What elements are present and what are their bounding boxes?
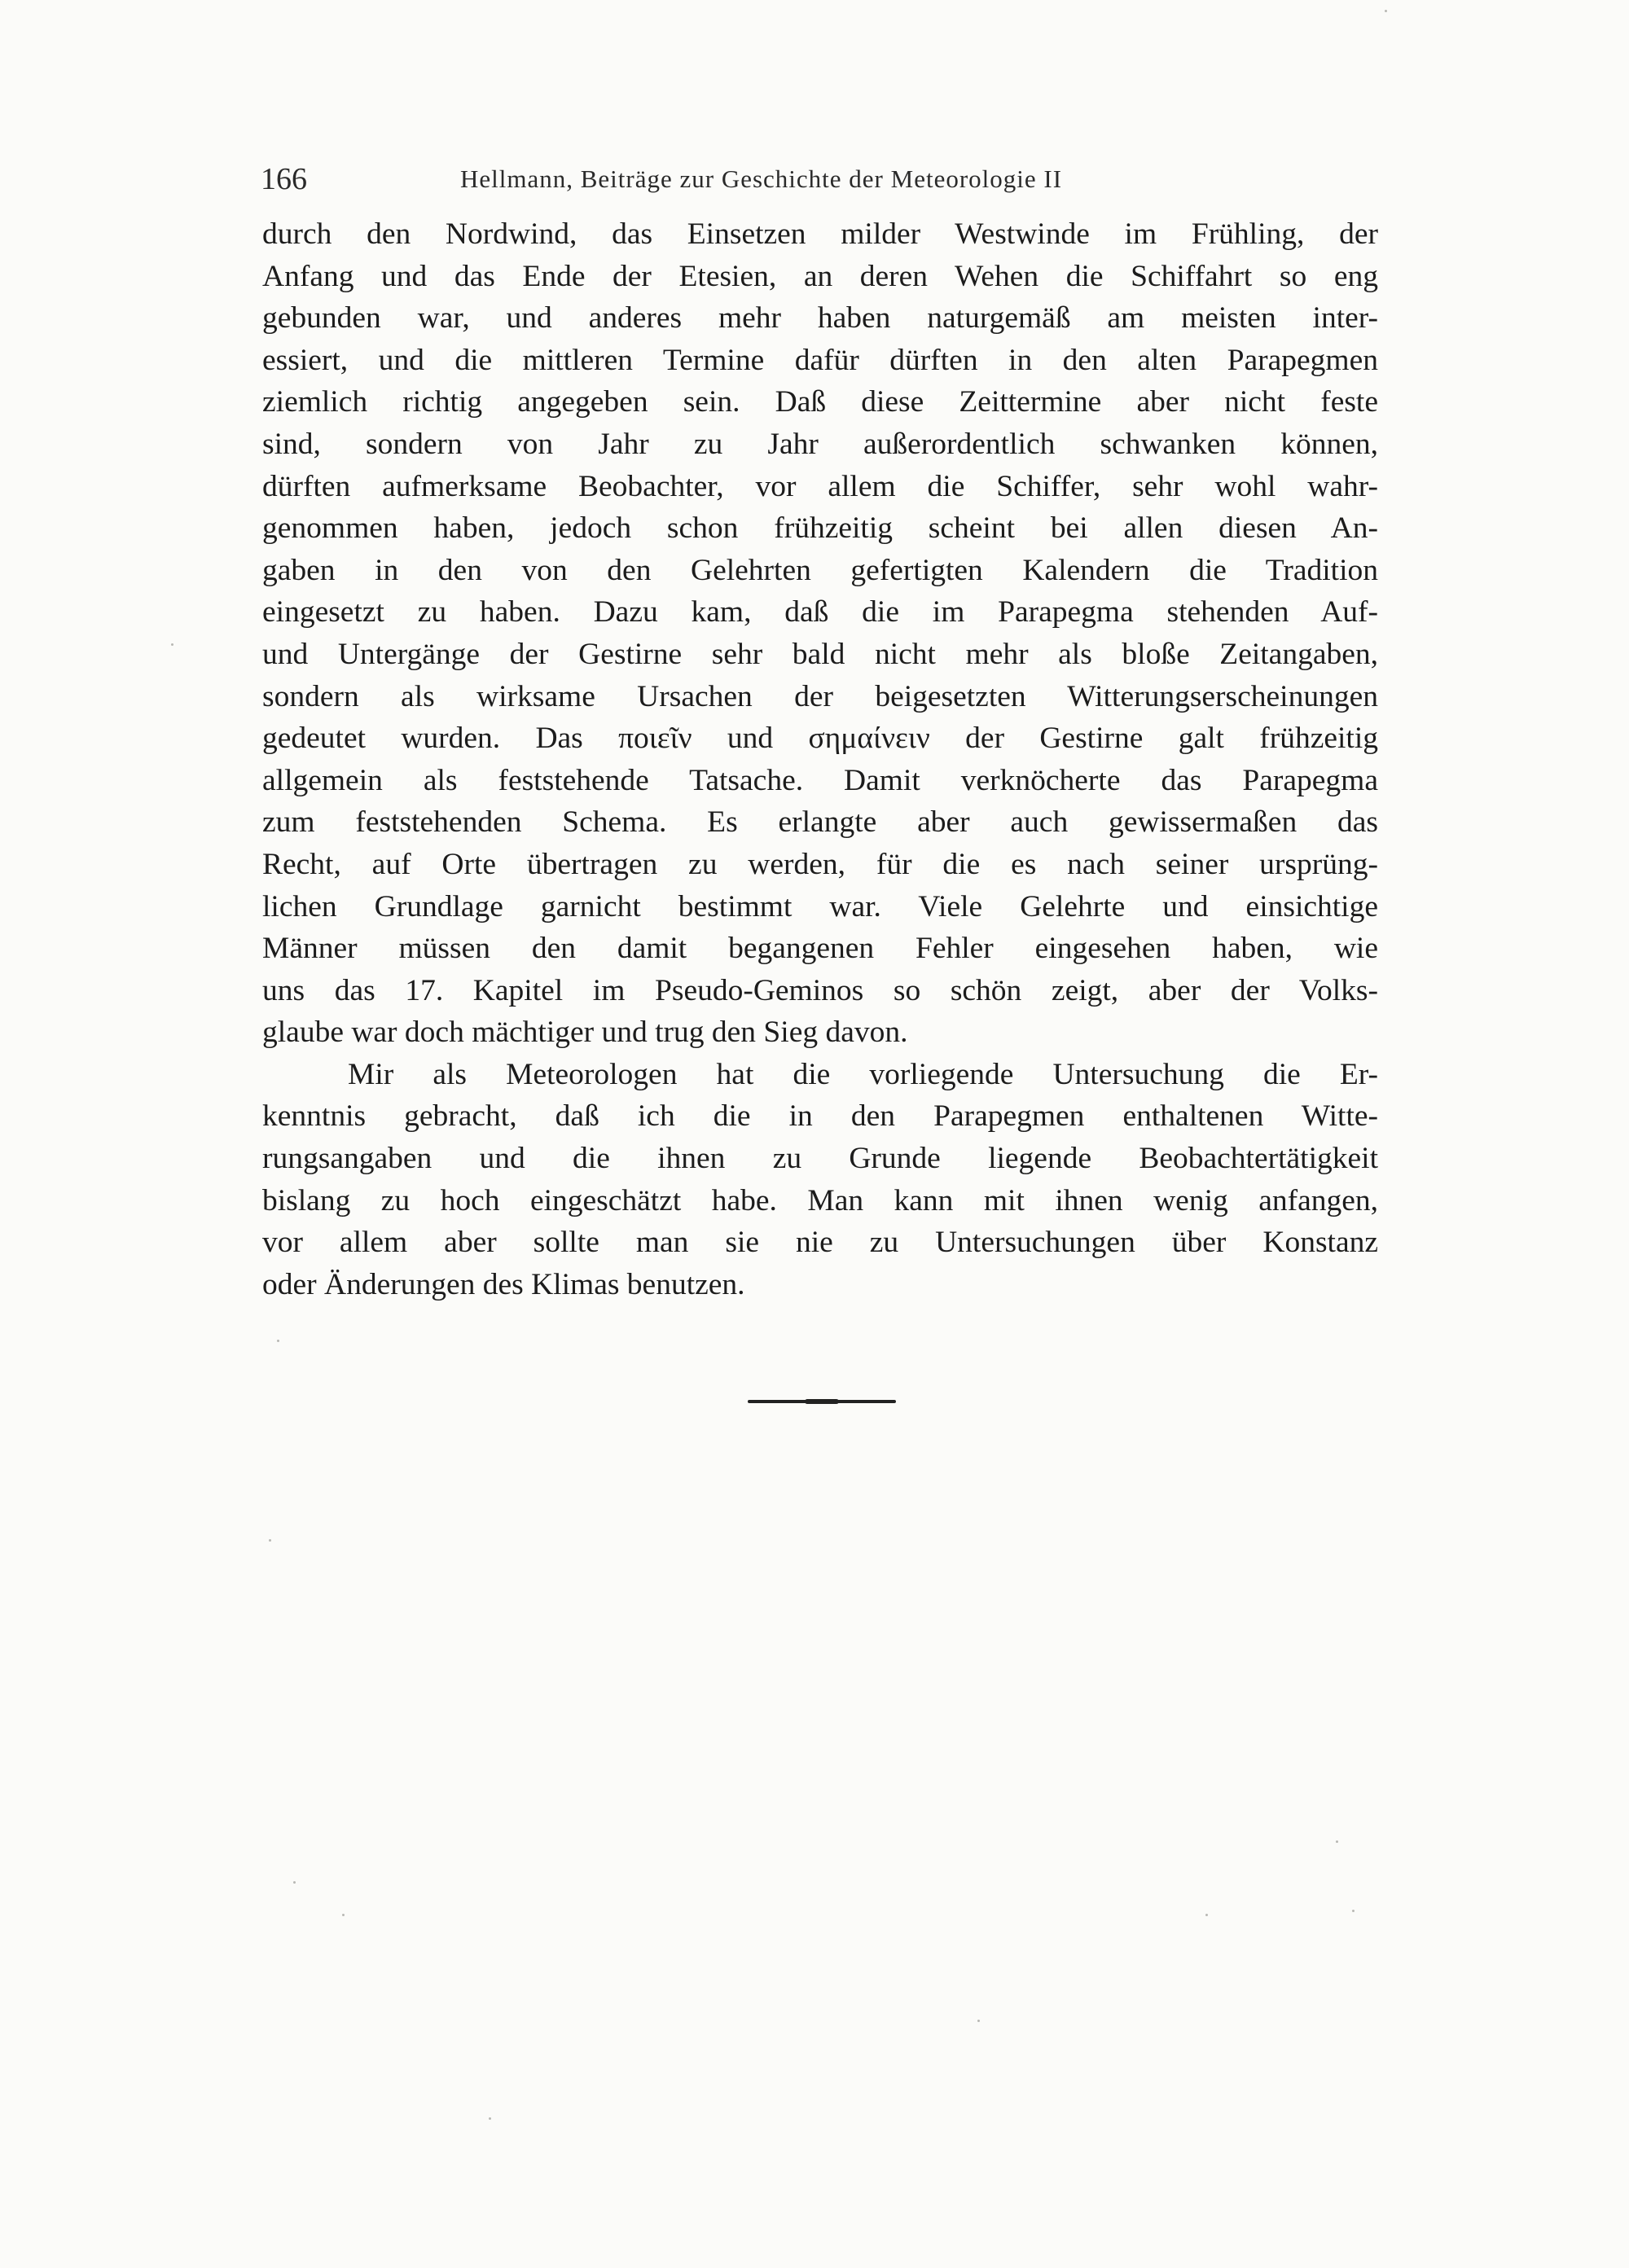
text-line: eingesetzt zu haben. Dazu kam, daß die im Parapegma stehenden Auf- [262, 595, 1378, 630]
text-line: genommen haben, jedoch schon frühzeitig scheint bei allen diesen An- [262, 511, 1378, 546]
paragraph-2 [262, 1054, 1378, 1306]
scan-speck [977, 2020, 980, 2022]
text-line: uns das 17. Kapitel im Pseudo-Geminos so schön zeigt, aber der Volks- [262, 973, 1378, 1007]
text-line: sondern als wirksame Ursachen der beigesetzten Witterungserscheinungen [262, 679, 1378, 713]
text-line: rungsangaben und die ihnen zu Grunde liegende Beobachtertätigkeit [262, 1142, 1378, 1176]
text-line: zum feststehenden Schema. Es erlangte aber auch gewissermaßen das [262, 805, 1378, 840]
scan-speck [277, 1340, 279, 1342]
scan-speck [1205, 1914, 1208, 1916]
scan-speck [171, 643, 173, 646]
text-line: dürften aufmerksame Beobachter, vor allem die Schiffer, sehr wohl wahr- [262, 469, 1378, 503]
end-ornament-rule [748, 1400, 896, 1403]
scan-speck [293, 1881, 296, 1884]
text-line: lichen Grundlage garnicht bestimmt war. Viele Gelehrte und einsichtige [262, 889, 1378, 923]
text-line: Anfang und das Ende der Etesien, an deren Wehen die Schiffahrt so eng [262, 259, 1378, 293]
text-line: durch den Nordwind, das Einsetzen milder Westwinde im Frühling, der [262, 217, 1378, 251]
text-line: und Untergänge der Gestirne sehr bald nicht mehr als bloße Zeitangaben, [262, 637, 1378, 671]
text-line: ziemlich richtig angegeben sein. Daß diese Zeittermine aber nicht feste [262, 385, 1378, 419]
text-line: gedeutet wurden. Das ποιεῖν und σημαίνειν der Gestirne galt frühzeitig [262, 722, 1378, 756]
text-line: Mir als Meteorologen hat die vorliegende Untersuchung die Er- [348, 1057, 1378, 1091]
scan-speck [1336, 1840, 1338, 1843]
page-header [261, 161, 1254, 202]
text-line: sind, sondern von Jahr zu Jahr außerordentlich schwanken können, [262, 427, 1378, 461]
scan-speck [1385, 10, 1387, 12]
text-line: allgemein als feststehende Tatsache. Damit verknöcherte das Parapegma [262, 763, 1378, 797]
text-line: Männer müssen den damit begangenen Fehler eingesehen haben, wie [262, 932, 1378, 966]
paragraph-1 [262, 213, 1378, 1054]
page-number: 166 [261, 162, 307, 196]
scan-speck [342, 1914, 345, 1916]
scan-speck [269, 1539, 271, 1542]
text-line: essiert, und die mittleren Termine dafür dürften in den alten Parapegmen [262, 343, 1378, 377]
scan-speck [489, 2117, 491, 2120]
text-line: gaben in den von den Gelehrten gefertigten Kalendern die Tradition [262, 553, 1378, 587]
text-line: glaube war doch mächtiger und trug den Sieg davon. [262, 1016, 908, 1050]
running-title: Hellmann, Beiträge zur Geschichte der Meteorologie II [460, 165, 1063, 193]
text-line: oder Änderungen des Klimas benutzen. [262, 1267, 745, 1301]
text-line: vor allem aber sollte man sie nie zu Untersuchungen über Konstanz [262, 1226, 1378, 1260]
text-line: kenntnis gebracht, daß ich die in den Parapegmen enthaltenen Witte- [262, 1099, 1378, 1134]
body-text [262, 213, 1378, 1305]
text-line: bislang zu hoch eingeschätzt habe. Man kann mit ihnen wenig anfangen, [262, 1183, 1378, 1217]
scan-speck [1352, 1910, 1355, 1912]
text-line: gebunden war, und anderes mehr haben naturgemäß am meisten inter- [262, 301, 1378, 336]
text-line: Recht, auf Orte übertragen zu werden, für die es nach seiner ursprüng- [262, 847, 1378, 881]
